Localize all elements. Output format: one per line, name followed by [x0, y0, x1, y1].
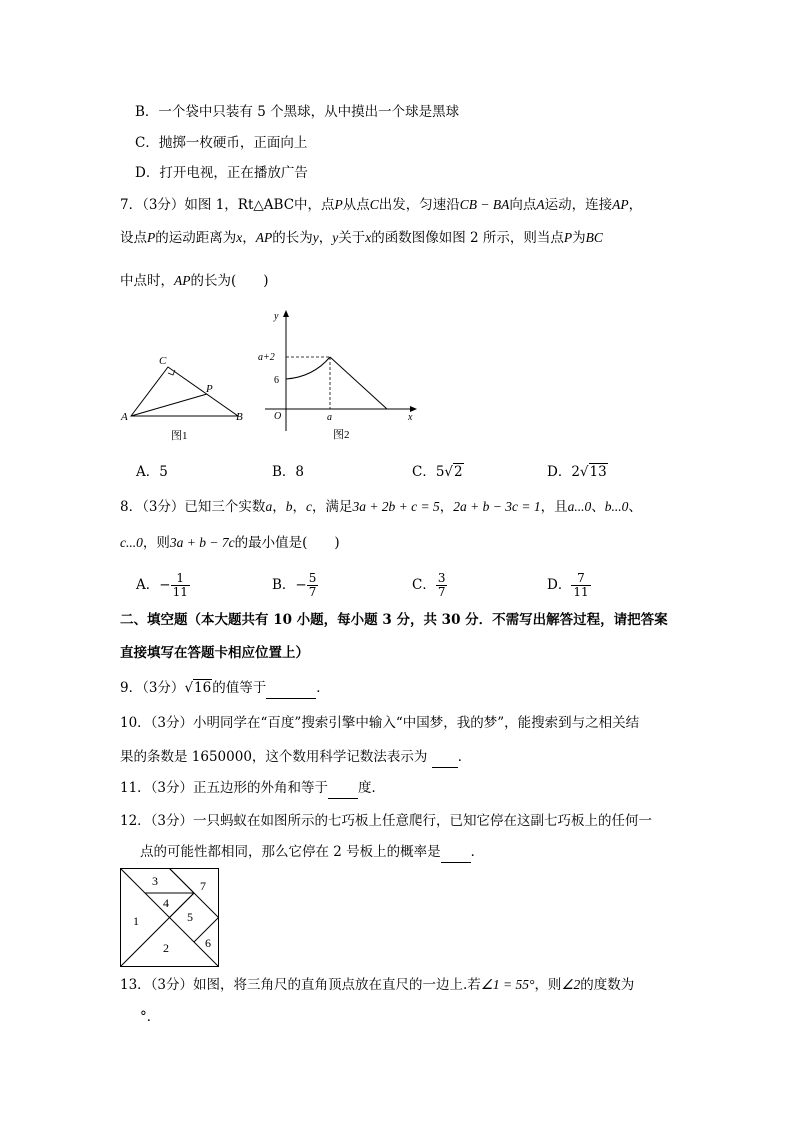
q8-option-b: B．− $\frac{5}{7}$ — [272, 571, 317, 599]
fig2-tick-a: a — [327, 412, 332, 423]
tangram-piece-4: 4 — [163, 896, 169, 910]
fig2-x-label: x — [408, 412, 413, 423]
q12-line1: 12．（3分）一只蚂蚁在如图所示的七巧板上任意爬行，已知它停在这副七巧板上的任何一 — [120, 813, 653, 829]
tangram-piece-1: 1 — [133, 914, 139, 928]
fig1-label-b: B — [236, 411, 243, 423]
q7-option-c: C．5√2 — [412, 464, 463, 480]
fig1-caption: 图1 — [171, 430, 188, 442]
q6-option-b: B．一个袋中只装有 5 个黑球，从中摸出一个球是黑球 — [135, 104, 460, 120]
q8-option-d: D． $\frac{7}{11}$ — [547, 571, 589, 599]
q7-option-b: B．8 — [272, 464, 305, 480]
fig2-tick-a2: a+2 — [258, 352, 275, 363]
fig1-label-c: C — [159, 355, 167, 367]
tangram-piece-5: 5 — [187, 910, 193, 924]
q11: 11．（3分）正五边形的外角和等于 度． — [120, 778, 385, 799]
q8-option-a: A．− $\frac{1}{11}$ — [136, 571, 188, 599]
q13-line1: 13．（3分）如图，将三角尺的直角顶点放在直尺的一边上.若∠1 = 55°，则∠2的度数为 — [120, 977, 635, 993]
q7-option-a: A．5 — [136, 464, 168, 480]
q7-line3: 中点时，AP的长为( ) — [120, 273, 269, 289]
tangram-piece-7: 7 — [200, 879, 206, 893]
tangram-piece-2: 2 — [163, 941, 169, 955]
section2-heading-cont: 直接填写在答题卡相应位置上） — [120, 645, 309, 661]
q7-figure-1 — [118, 350, 248, 445]
fig1-label-p: P — [206, 383, 213, 395]
q7-line1: 7．（3分）如图 1，Rt△ABC中，点P从点C出发，匀速沿CB − BA向点A运动，连接AP， — [120, 197, 643, 213]
tangram-piece-6: 6 — [205, 936, 211, 950]
q7-option-d: D．2√13 — [547, 464, 607, 480]
q8-option-c: C． $\frac{3}{7}$ — [412, 571, 446, 599]
fig2-y-label: y — [274, 311, 279, 322]
fig2-origin: O — [274, 411, 282, 422]
q6-option-d: D．打开电视，正在播放广告 — [135, 165, 308, 181]
fig2-caption: 图2 — [333, 429, 350, 441]
q12-line2: 点的可能性都相同，那么它停在 2 号板上的概率是 ． — [140, 842, 484, 863]
tangram-piece-3: 3 — [152, 874, 158, 888]
q8-line1: 8．（3分）已知三个实数a，b，c，满足3a + 2b + c = 5，2a + b − 3c = 1，且a...0、b...0、 — [120, 499, 642, 515]
fig2-tick-6: 6 — [274, 375, 279, 386]
tangram-figure — [120, 868, 220, 968]
q7-line2: 设点P的运动距离为x，AP的长为y，y关于x的函数图像如图 2 所示，则当点P为BC — [120, 230, 603, 246]
q10-line1: 10．（3分）小明同学在“百度”搜索引擎中输入“中国梦，我的梦”，能搜索到与之相关结 — [120, 715, 640, 731]
q10-line2: 果的条数是 1650000，这个数用科学记数法表示为 ． — [120, 747, 471, 768]
section2-heading: 二、填空题（本大题共有 10 小题，每小题 3 分，共 30 分．不需写出解答过程，请把答案 — [120, 612, 668, 628]
q13-line2: °． — [140, 1009, 161, 1025]
q6-option-c: C．抛掷一枚硬币，正面向上 — [135, 135, 308, 151]
q9: 9．（3分）√16的值等于 ． — [120, 678, 330, 699]
q8-line2: c...0，则3a + b − 7c的最小值是( ) — [120, 535, 340, 551]
fig1-label-a: A — [121, 411, 128, 423]
q7-figure-2 — [255, 307, 420, 445]
